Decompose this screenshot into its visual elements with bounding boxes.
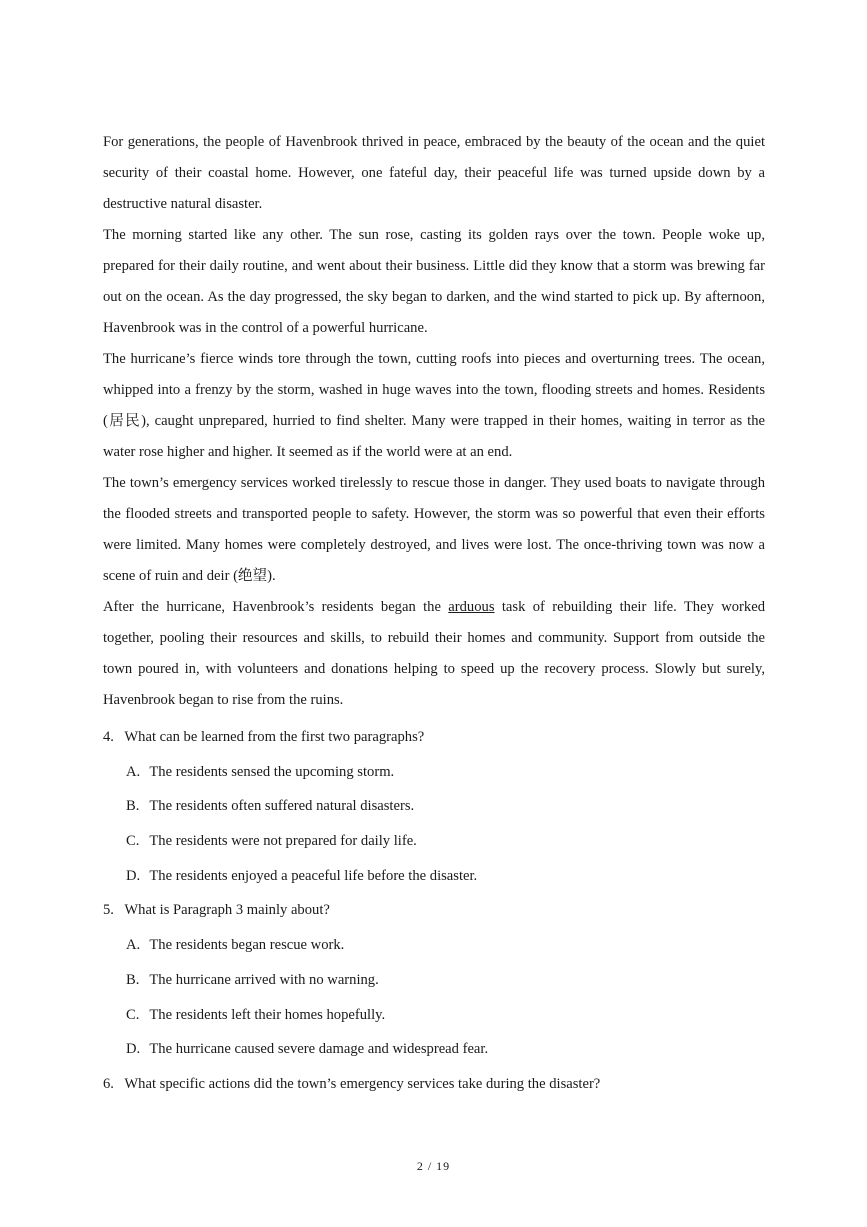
answer-option	[126, 1034, 765, 1069]
option-text: The residents began rescue work.	[149, 937, 345, 954]
option-letter: B.	[126, 971, 140, 988]
question-list	[103, 722, 765, 1104]
reading-passage	[103, 127, 765, 716]
option-letter: A.	[126, 763, 141, 780]
answer-option	[126, 930, 765, 965]
option-letter: B.	[126, 798, 140, 815]
option-letter: D.	[126, 867, 141, 884]
paragraph-5-end: task of rebuilding their life. They worked together, pooling their resources and skills, to rebuild their homes and community. Support from outside the town poured in, with volunteers and donations helping to speed up the recovery process. Slowly but surely, Havenbrook began to rise from the ruins.	[103, 599, 765, 708]
question-number: 5.	[103, 902, 114, 919]
question-stem	[103, 1069, 765, 1104]
underlined-word: arduous	[448, 599, 495, 615]
answer-option	[126, 757, 765, 792]
option-text: The residents left their homes hopefully.	[149, 1006, 386, 1023]
answer-option	[126, 826, 765, 861]
question-stem	[103, 895, 765, 930]
question-number: 4.	[103, 729, 114, 745]
paragraph-5-start: After the hurricane, Havenbrook’s residents began the	[103, 599, 449, 615]
question-text: What can be learned from the first two paragraphs?	[124, 729, 425, 745]
option-text: The residents sensed the upcoming storm.	[149, 763, 395, 780]
option-letter: D.	[126, 1041, 141, 1058]
answer-option	[126, 965, 765, 1000]
question-stem	[103, 722, 765, 757]
page-number: 2 / 19	[416, 1159, 451, 1173]
paragraph-3: The hurricane’s fierce winds tore through the town, cutting roofs into pieces and overturning trees. The ocean, whipped into a frenzy by the storm, washed in huge waves into the town, flooding streets and homes. Residents (居民), caught unprepared, hurried to find shelter. Many were trapped in their homes, waiting in terror as the water rose higher and higher. It seemed as if the world were at an end.	[103, 351, 765, 460]
option-letter: C.	[126, 1006, 140, 1023]
paragraph-2: The morning started like any other. The sun rose, casting its golden rays over the town. People woke up, prepared for their daily routine, and went about their business. Little did they know that a storm was brewing far out on the ocean. As the day progressed, the sky began to darken, and the wind started to pick up. By afternoon, Havenbrook was in the control of a powerful hurricane.	[103, 227, 765, 336]
question-number: 6.	[103, 1075, 114, 1092]
option-text: The residents enjoyed a peaceful life before the disaster.	[149, 867, 478, 884]
answer-option	[126, 1000, 765, 1035]
option-text: The residents often suffered natural disasters.	[149, 798, 415, 815]
option-text: The hurricane caused severe damage and widespread fear.	[149, 1041, 489, 1058]
option-text: The hurricane arrived with no warning.	[149, 971, 379, 988]
answer-option	[126, 861, 765, 896]
answer-option	[126, 791, 765, 826]
option-letter: A.	[126, 937, 141, 954]
question-text: What is Paragraph 3 mainly about?	[124, 902, 330, 919]
paragraph-5	[103, 592, 765, 716]
option-letter: C.	[126, 833, 140, 850]
question-text: What specific actions did the town’s emergency services take during the disaster?	[124, 1075, 601, 1092]
paragraph-1: For generations, the people of Havenbrook thrived in peace, embraced by the beauty of the ocean and the quiet security of their coastal home. However, one fateful day, their peaceful life was turned upside down by a destructive natural disaster.	[103, 134, 765, 212]
paragraph-4: The town’s emergency services worked tirelessly to rescue those in danger. They used boats to navigate through the flooded streets and transported people to safety. However, the storm was so powerful that even their efforts were limited. Many homes were completely destroyed, and lives were lost. The once-thriving town was now a scene of ruin and deir (绝望).	[103, 475, 765, 584]
option-text: The residents were not prepared for daily life.	[149, 833, 417, 850]
